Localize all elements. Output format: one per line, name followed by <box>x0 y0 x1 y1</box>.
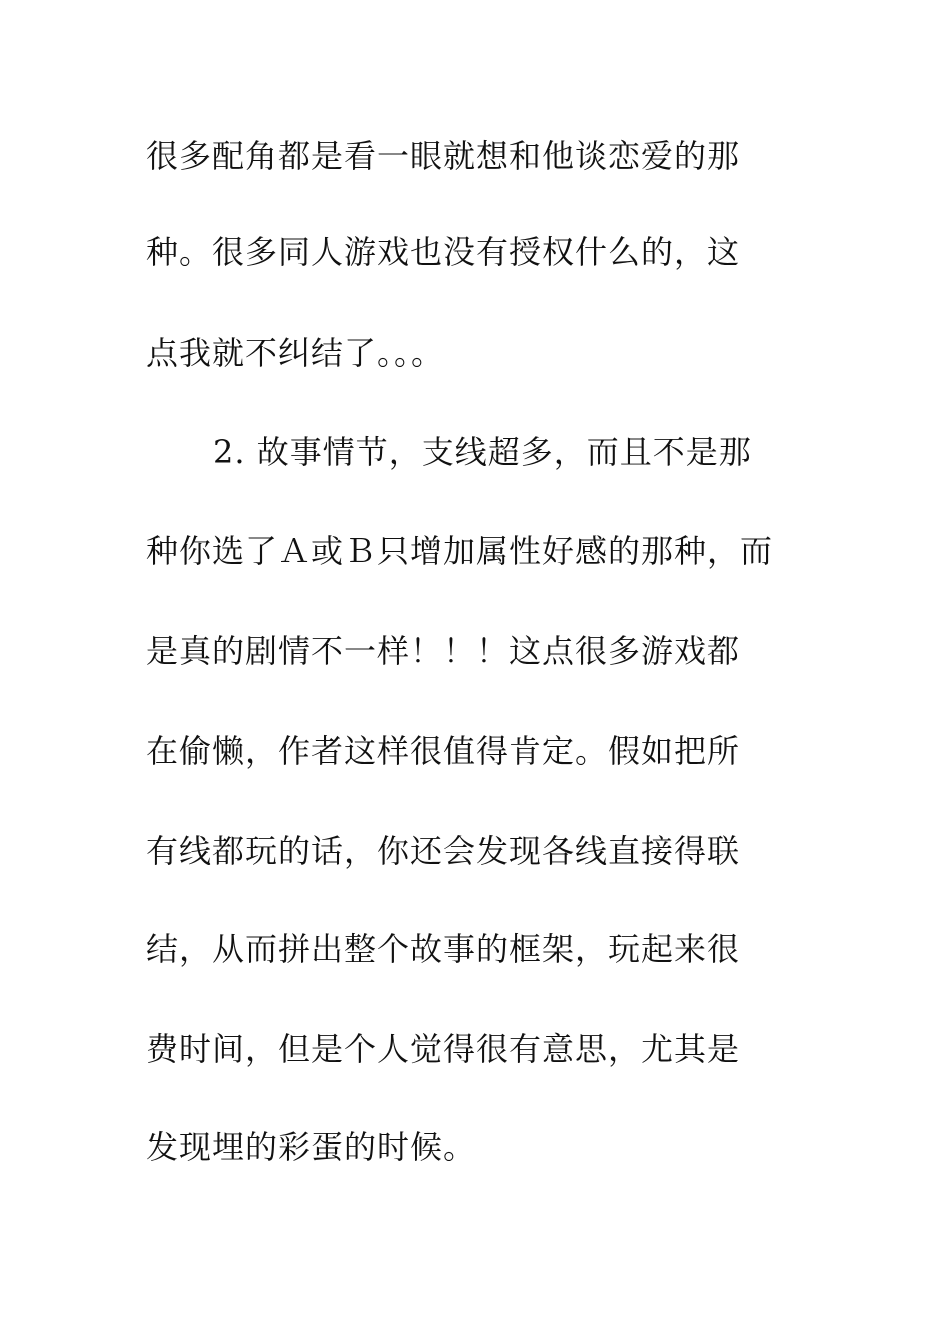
paragraph-line: 种。很多同人游戏也没有授权什么的，这 <box>146 233 741 271</box>
paragraph-line: 费时间，但是个人觉得很有意思，尤其是 <box>146 1030 741 1068</box>
paragraph-line: 很多配角都是看一眼就想和他谈恋爱的那 <box>146 137 741 175</box>
paragraph-line: 2. 故事情节，支线超多，而且不是那 <box>213 433 752 471</box>
paragraph-line: 结，从而拼出整个故事的框架，玩起来很 <box>146 930 741 968</box>
paragraph-line: 点我就不纠结了。。。 <box>146 334 445 372</box>
paragraph-line: 是真的剧情不一样！！！这点很多游戏都 <box>146 632 741 670</box>
paragraph-line: 有线都玩的话，你还会发现各线直接得联 <box>146 832 741 870</box>
paragraph-line: 发现埋的彩蛋的时候。 <box>146 1128 477 1166</box>
paragraph-line: 在偷懒，作者这样很值得肯定。假如把所 <box>146 732 741 770</box>
paragraph-line: 种你选了Ａ或Ｂ只增加属性好感的那种，而 <box>146 532 774 570</box>
